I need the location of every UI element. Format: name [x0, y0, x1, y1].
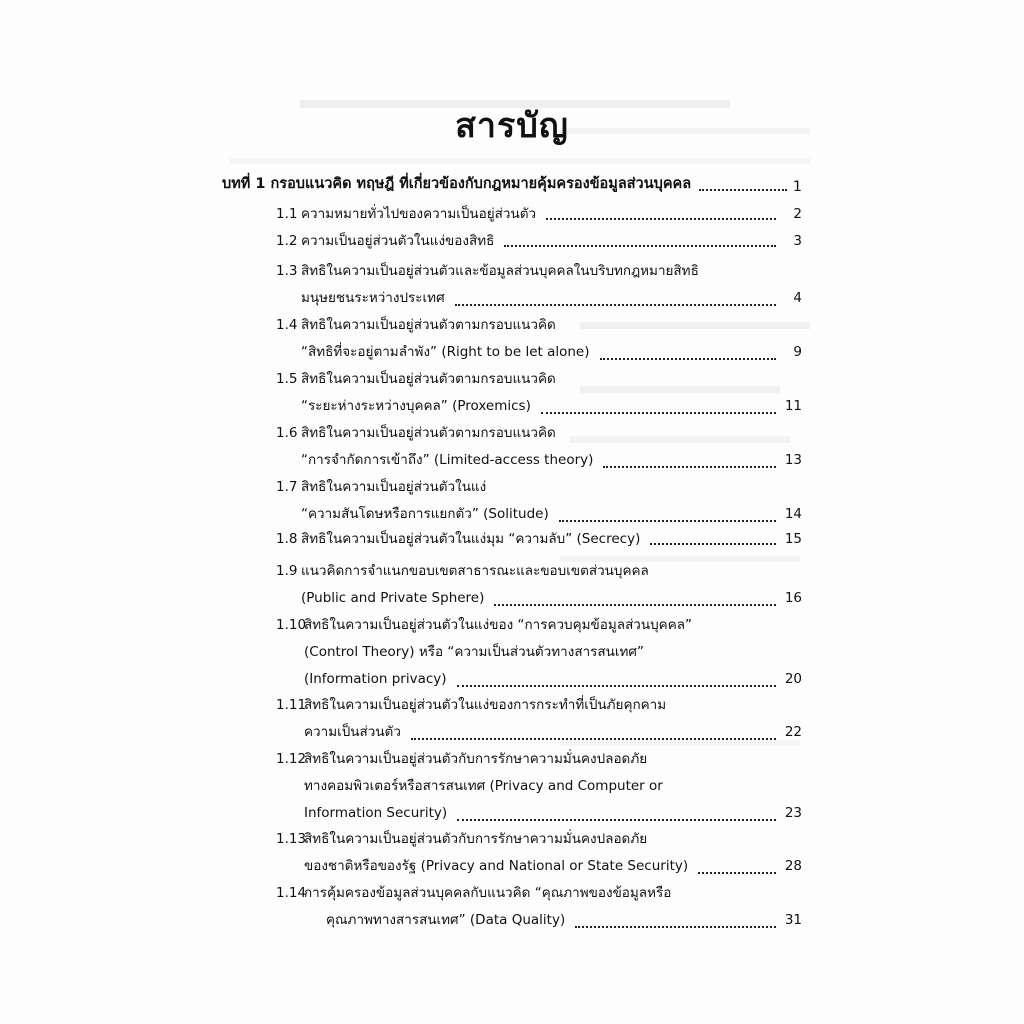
dot-leader: [546, 218, 776, 220]
toc-entry-last-line: [301, 501, 802, 528]
toc-entry-number: 1.4: [276, 317, 298, 333]
toc-entry-text-line: “ระยะห่างระหว่างบุคคล” (Proxemics): [301, 398, 531, 414]
toc-entry: [276, 692, 802, 746]
toc-entry-body: [301, 230, 802, 253]
toc-entry-number: 1.3: [276, 263, 298, 279]
toc-entry-body: [304, 746, 802, 827]
toc-entry-last-line: [304, 666, 802, 693]
toc-entry-text-line: สิทธิในความเป็นอยู่ส่วนตัวกับการรักษาความมั่นคงปลอดภัย: [304, 831, 648, 847]
toc-entry-text-line: ความเป็นอยู่ส่วนตัวในแง่ของสิทธิ: [301, 233, 495, 249]
toc-entry-body: [301, 258, 802, 312]
toc-entry-last-line: [301, 285, 802, 312]
dot-leader: [494, 604, 776, 606]
toc-entry-page-number: 22: [784, 724, 802, 740]
toc-entry-number: 1.7: [276, 479, 298, 495]
toc-entry-text-line: สิทธิในความเป็นอยู่ส่วนตัวตามกรอบแนวคิด: [301, 371, 556, 387]
toc-entry-text-line: ทางคอมพิวเตอร์หรือสารสนเทศ (Privacy and Computer or: [304, 778, 663, 794]
toc-entry-page-number: 28: [784, 858, 802, 874]
toc-entry: [276, 528, 802, 551]
toc-entry-number: 1.9: [276, 563, 298, 579]
toc-entry: [276, 420, 802, 474]
toc-entry-text-line: สิทธิในความเป็นอยู่ส่วนตัวตามกรอบแนวคิด: [301, 425, 556, 441]
toc-entry-page-number: 13: [784, 452, 802, 468]
toc-entry-number: 1.2: [276, 233, 298, 249]
toc-entry-number: 1.12: [276, 751, 307, 767]
toc-entry-page-number: 15: [784, 531, 802, 547]
toc-entry-body: [304, 612, 802, 693]
dot-leader: [457, 685, 776, 687]
toc-entry-number: 1.14: [276, 885, 307, 901]
chapter-label: บทที่ 1 กรอบแนวคิด ทฤษฎี ที่เกี่ยวข้องกับกฎหมายคุ้มครองข้อมูลส่วนบุคคล: [222, 176, 692, 192]
toc-entry-text-line: สิทธิในความเป็นอยู่ส่วนตัวและข้อมูลส่วนบุคคลในบริบทกฎหมายสิทธิ: [301, 263, 699, 279]
toc-entry: [276, 880, 802, 934]
toc-entry-page-number: 23: [784, 805, 802, 821]
dot-leader: [603, 466, 776, 468]
dot-leader: [650, 543, 776, 545]
toc-entry-number: 1.6: [276, 425, 298, 441]
toc-entry: [276, 826, 802, 880]
toc-entry-number: 1.8: [276, 531, 298, 547]
toc-entry-body: [304, 692, 802, 746]
toc-entry-page-number: 20: [784, 671, 802, 687]
dot-leader: [698, 872, 776, 874]
toc-entry-number: 1.5: [276, 371, 298, 387]
toc-entry-page-number: 3: [793, 233, 802, 249]
toc-entry-text-line: (Control Theory) หรือ “ความเป็นส่วนตัวทางสารสนเทศ”: [304, 644, 644, 660]
toc-entry-number: 1.13: [276, 831, 307, 847]
dot-leader: [457, 819, 776, 821]
toc-entry-page-number: 31: [784, 912, 802, 928]
toc-entry-text-line: Information Security): [304, 805, 448, 821]
toc-entry: [276, 258, 802, 312]
toc-entry-last-line: [304, 800, 802, 827]
dot-leader: [575, 926, 776, 928]
toc-entry-last-line: [301, 339, 802, 366]
toc-entry-text-line: สิทธิในความเป็นอยู่ส่วนตัวในแง่ของ “การควบคุมข้อมูลส่วนบุคคล”: [304, 617, 693, 633]
toc-entry-text-line: แนวคิดการจำแนกขอบเขตสาธารณะและขอบเขตส่วนบุคคล: [301, 563, 649, 579]
toc-entry-page-number: 16: [784, 590, 802, 606]
toc-entry-page-number: 9: [793, 344, 802, 360]
toc-entry: [276, 366, 802, 420]
toc-entry-body: [301, 474, 802, 528]
toc-entry-number: 1.11: [276, 697, 307, 713]
dot-leader: [455, 304, 776, 306]
toc-entry-last-line: [301, 585, 802, 612]
toc-entry-last-line: [304, 853, 802, 880]
toc-entry-text-line: สิทธิในความเป็นอยู่ส่วนตัวในแง่: [301, 479, 487, 495]
toc-entry-text-line: “การจำกัดการเข้าถึง” (Limited-access theory): [301, 452, 594, 468]
toc-entry-text-line: (Public and Private Sphere): [301, 590, 485, 606]
page-title: สารบัญ: [455, 106, 569, 146]
toc-entry-page-number: 11: [784, 398, 802, 414]
toc-entry-text-line: สิทธิในความเป็นอยู่ส่วนตัวตามกรอบแนวคิด: [301, 317, 556, 333]
toc-entry-body: [301, 203, 802, 226]
toc-entry: [276, 558, 802, 612]
toc-entry-body: [301, 312, 802, 366]
chapter-page-number: 1: [792, 179, 802, 195]
toc-entry: [276, 203, 802, 226]
toc-entry-text-line: สิทธิในความเป็นอยู่ส่วนตัวกับการรักษาความมั่นคงปลอดภัย: [304, 751, 648, 767]
toc-entry-text-line: คุณภาพทางสารสนเทศ” (Data Quality): [326, 912, 566, 928]
toc-entry-page-number: 14: [784, 506, 802, 522]
toc-entry-body: [304, 880, 802, 934]
toc-entry-text-line: สิทธิในความเป็นอยู่ส่วนตัวในแง่มุม “ความลับ” (Secrecy): [301, 531, 641, 547]
toc-entry-page-number: 4: [793, 290, 802, 306]
toc-entry-body: [301, 558, 802, 612]
toc-entry-last-line: [301, 203, 802, 226]
toc-entry: [276, 612, 802, 693]
toc-entry-text-line: (Information privacy): [304, 671, 447, 687]
toc-entry-text-line: ความหมายทั่วไปของความเป็นอยู่ส่วนตัว: [301, 206, 537, 222]
toc-entry-last-line: [304, 907, 802, 934]
toc-entry-text-line: ของชาติหรือของรัฐ (Privacy and National or State Security): [304, 858, 689, 874]
dot-leader: [541, 412, 776, 414]
toc-entry: [276, 312, 802, 366]
toc-entry-page-number: 2: [793, 206, 802, 222]
dot-leader: [504, 245, 776, 247]
toc-entry-body: [304, 826, 802, 880]
toc-entry: [276, 474, 802, 528]
toc-entry-last-line: [301, 393, 802, 420]
toc-entry-text-line: ความเป็นส่วนตัว: [304, 724, 401, 740]
toc-entry: [276, 746, 802, 827]
toc-entry-body: [301, 366, 802, 420]
chapter-heading: [222, 172, 802, 195]
toc-entry-last-line: [301, 230, 802, 253]
dot-leader: [699, 189, 787, 191]
toc-entry-text-line: มนุษยชนระหว่างประเทศ: [301, 290, 445, 306]
toc-entry-last-line: [304, 719, 802, 746]
toc-entry-number: 1.10: [276, 617, 307, 633]
toc-entry-text-line: “สิทธิที่จะอยู่ตามลำพัง” (Right to be let alone): [301, 344, 590, 360]
toc-entry-body: [301, 420, 802, 474]
toc-entry-number: 1.1: [276, 206, 298, 222]
dot-leader: [600, 358, 777, 360]
toc-entry-last-line: [301, 447, 802, 474]
dot-leader: [559, 520, 776, 522]
bleed-through-line: [230, 158, 810, 164]
toc-entry-text-line: การคุ้มครองข้อมูลส่วนบุคคลกับแนวคิด “คุณภาพของข้อมูลหรือ: [304, 885, 672, 901]
toc-entry-text-line: “ความสันโดษหรือการแยกตัว” (Solitude): [301, 506, 549, 522]
toc-entry-last-line: [301, 528, 802, 551]
toc-entry-text-line: สิทธิในความเป็นอยู่ส่วนตัวในแง่ของการกระทำที่เป็นภัยคุกคาม: [304, 697, 667, 713]
dot-leader: [411, 738, 776, 740]
toc-entry-body: [301, 528, 802, 551]
toc-entry: [276, 230, 802, 253]
